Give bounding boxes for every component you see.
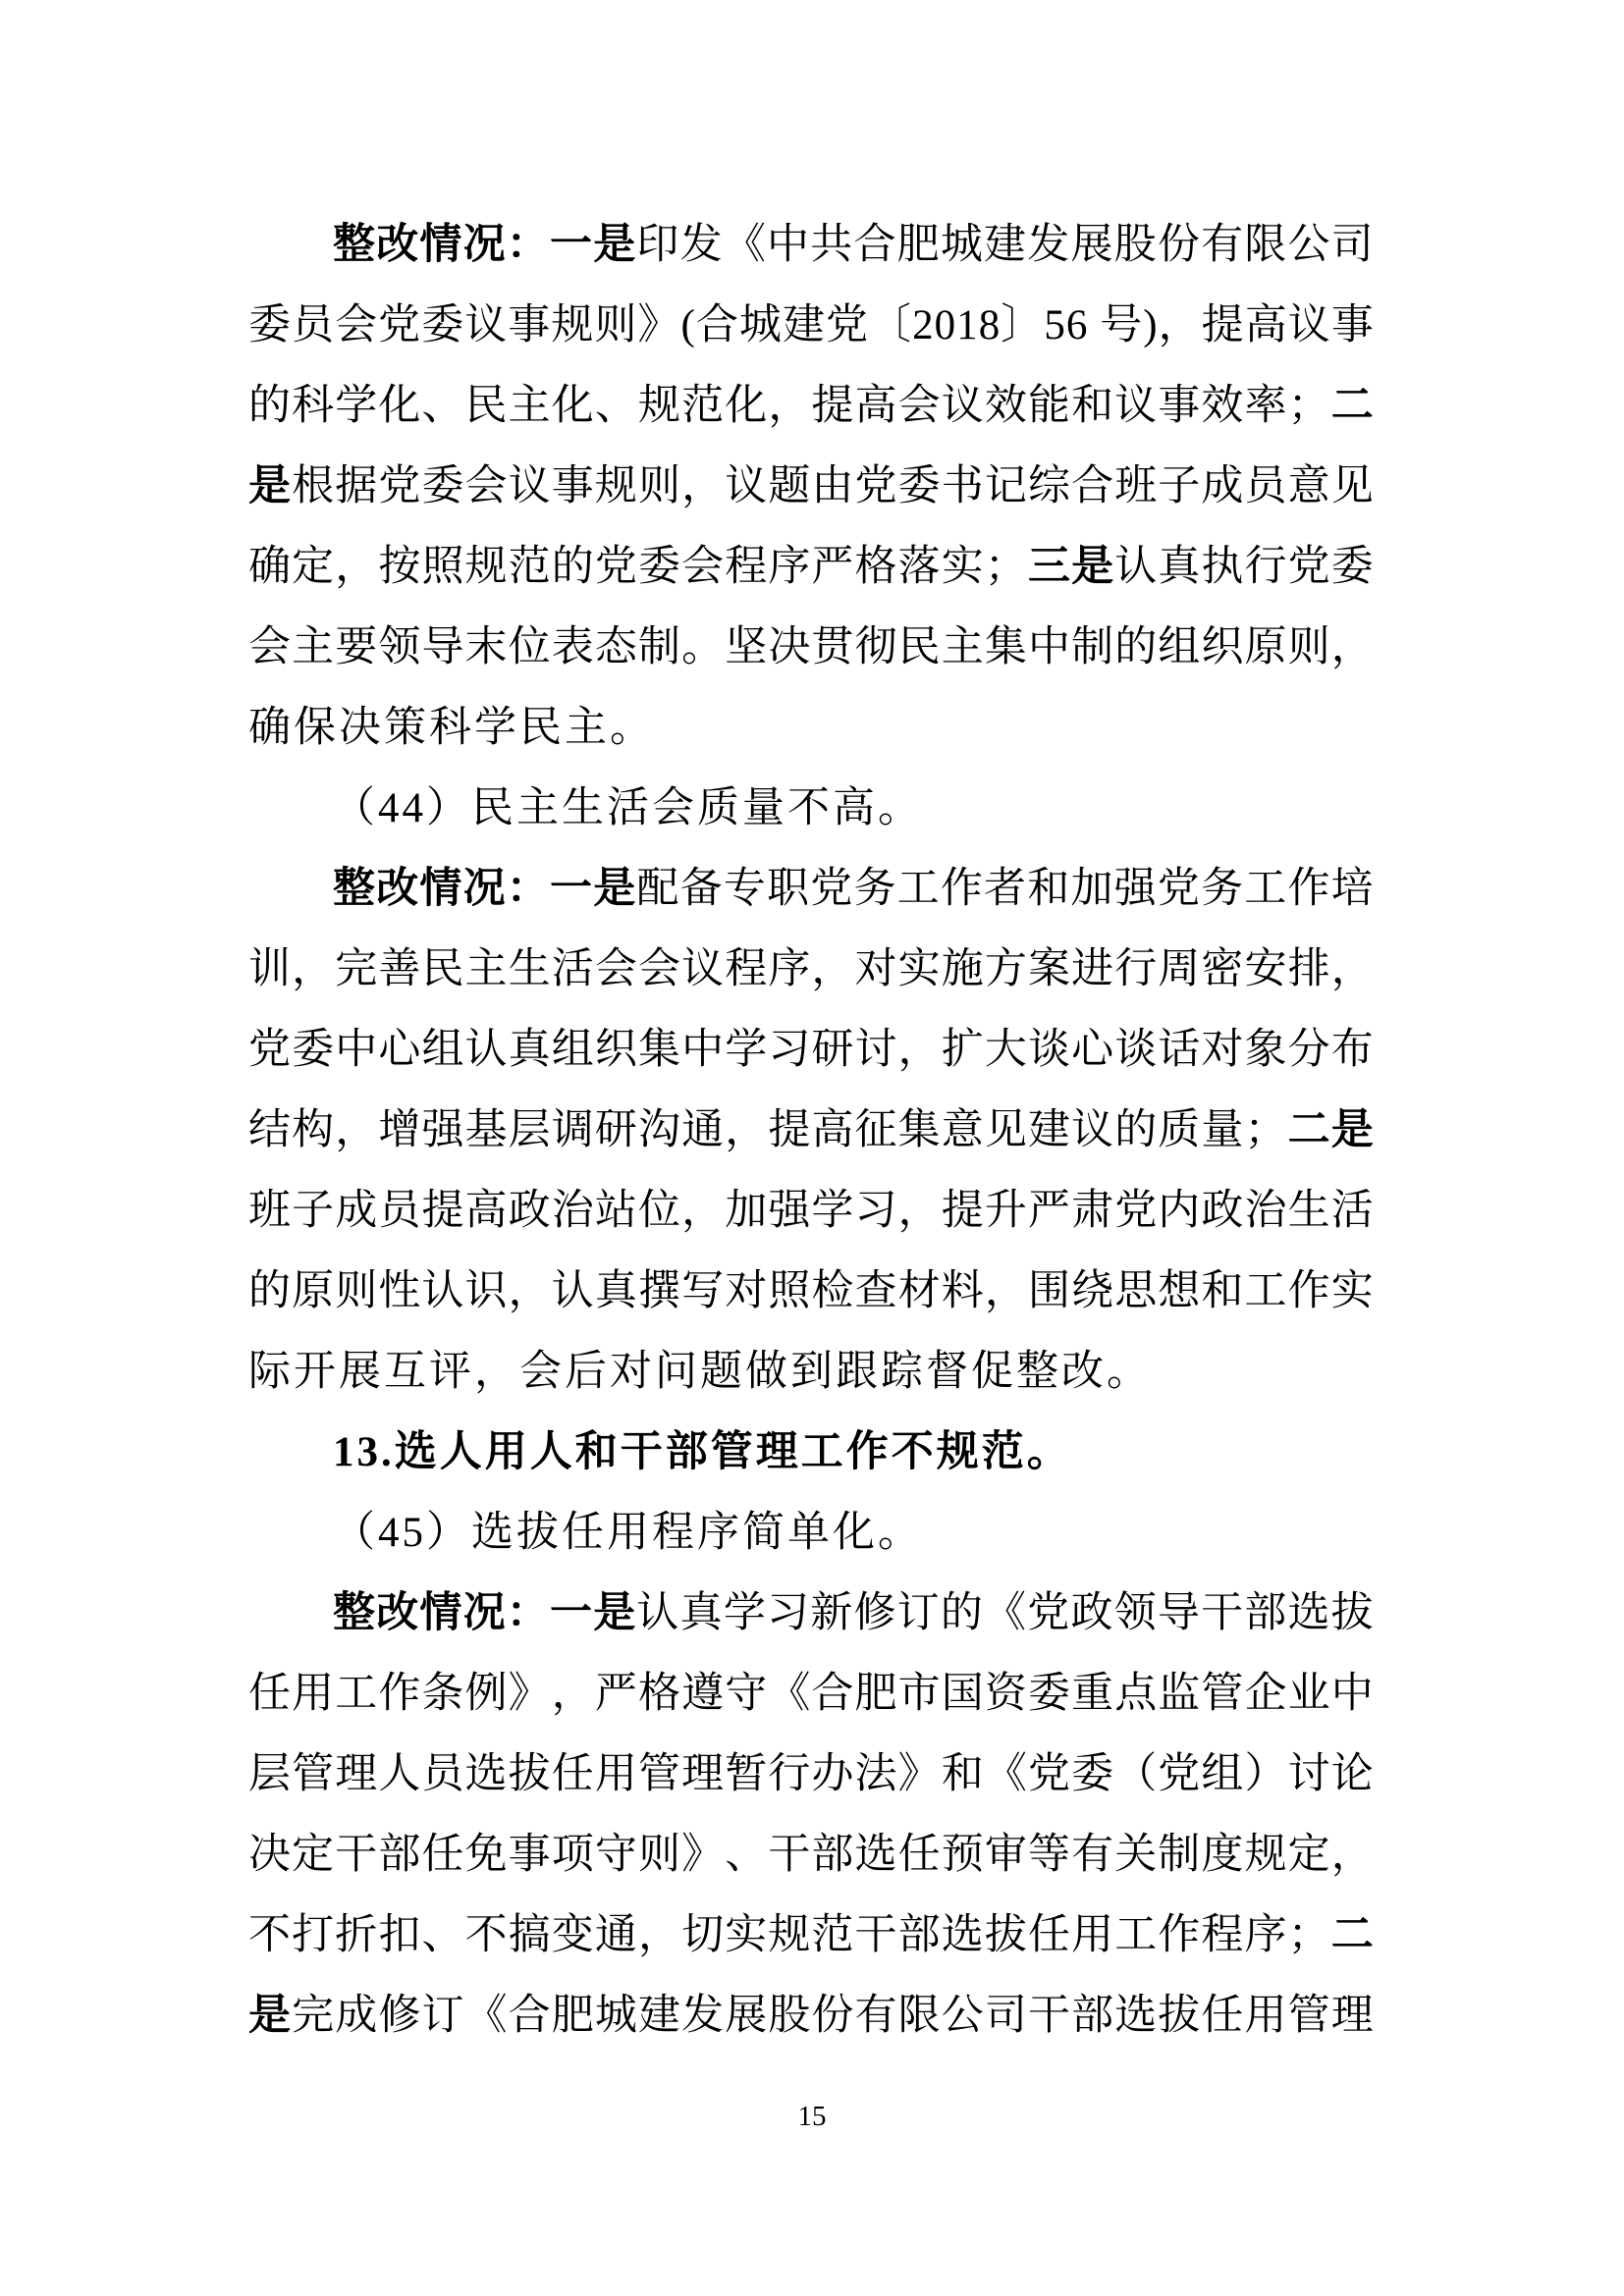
text-line: 际开展互评，会后对问题做到跟踪督促整改。 <box>248 1349 1152 1395</box>
text-line: 的 原 则 性 认 识 ， 认 真 撰 写 对 照 检 查 材 料 ， 围 绕 思 想 和 工 作 实 <box>248 1268 1374 1314</box>
text-line: 的 科 学 化 、 民 主 化 、 规 范 化 ， 提 高 会 议 效 能 和 议 事 效 率 ； 二 <box>248 383 1374 429</box>
text-line: 确保决策科学民主。 <box>248 705 655 751</box>
text-line: 整 改 情 况 ： 一 是 认 真 学 习 新 修 订 的 《 党 政 领 导 干 部 选 拔 <box>333 1590 1374 1636</box>
page-number: 15 <box>797 2101 827 2132</box>
text-line: 是 根 据 党 委 会 议 事 规 则 ， 议 题 由 党 委 书 记 综 合 班 子 成 员 意 见 <box>248 463 1374 509</box>
text-line: 党 委 中 心 组 认 真 组 织 集 中 学 习 研 讨 ， 扩 大 谈 心 谈 话 对 象 分 布 <box>248 1027 1374 1073</box>
document-body <box>248 205 1374 2056</box>
text-line: 结 构 ， 增 强 基 层 调 研 沟 通 ， 提 高 征 集 意 见 建 议 的 质 量 ； 二 是 <box>248 1107 1374 1153</box>
text-line: 委 员 会 党 委 议 事 规 则 》 ( 合 城 建 党 〔 2 0 1 8 〕 5 6 号 ) ， 提 高 议 事 <box>248 302 1374 348</box>
text-line: 整 改 情 况 ： 一 是 配 备 专 职 党 务 工 作 者 和 加 强 党 务 工 作 培 <box>333 866 1374 912</box>
text-line: 层 管 理 人 员 选 拔 任 用 管 理 暂 行 办 法 》 和 《 党 委 （ 党 组 ） 讨 论 <box>248 1751 1374 1797</box>
text-line: 不 打 折 扣 、 不 搞 变 通 ， 切 实 规 范 干 部 选 拔 任 用 工 作 程 序 ； 二 <box>248 1912 1374 1958</box>
text-line: 任 用 工 作 条 例 》 ， 严 格 遵 守 《 合 肥 市 国 资 委 重 点 监 管 企 业 中 <box>248 1671 1374 1717</box>
text-line: 决 定 干 部 任 免 事 项 守 则 》 、 干 部 选 任 预 审 等 有 关 制 度 规 定 ， <box>248 1832 1374 1878</box>
text-line: 班 子 成 员 提 高 政 治 站 位 ， 加 强 学 习 ， 提 升 严 肃 党 内 政 治 生 活 <box>248 1188 1374 1234</box>
text-line: （44）民主生活会质量不高。 <box>333 785 923 831</box>
text-line: 整 改 情 况 ： 一 是 印 发 《 中 共 合 肥 城 建 发 展 股 份 有 限 公 司 <box>333 222 1374 268</box>
text-line: 训 ， 完 善 民 主 生 活 会 会 议 程 序 ， 对 实 施 方 案 进 行 周 密 安 排 ， <box>248 946 1374 992</box>
text-line: 是 完 成 修 订 《 合 肥 城 建 发 展 股 份 有 限 公 司 干 部 选 拔 任 用 管 理 <box>248 1993 1374 2039</box>
text-line: 13.选人用人和干部管理工作不规范。 <box>333 1429 1072 1475</box>
text-line: （45）选拔任用程序简单化。 <box>333 1510 923 1556</box>
text-line: 确 定 ， 按 照 规 范 的 党 委 会 程 序 严 格 落 实 ； 三 是 认 真 执 行 党 委 <box>248 544 1374 590</box>
text-line: 会 主 要 领 导 末 位 表 态 制 。 坚 决 贯 彻 民 主 集 中 制 的 组 织 原 则 ， <box>248 624 1374 670</box>
